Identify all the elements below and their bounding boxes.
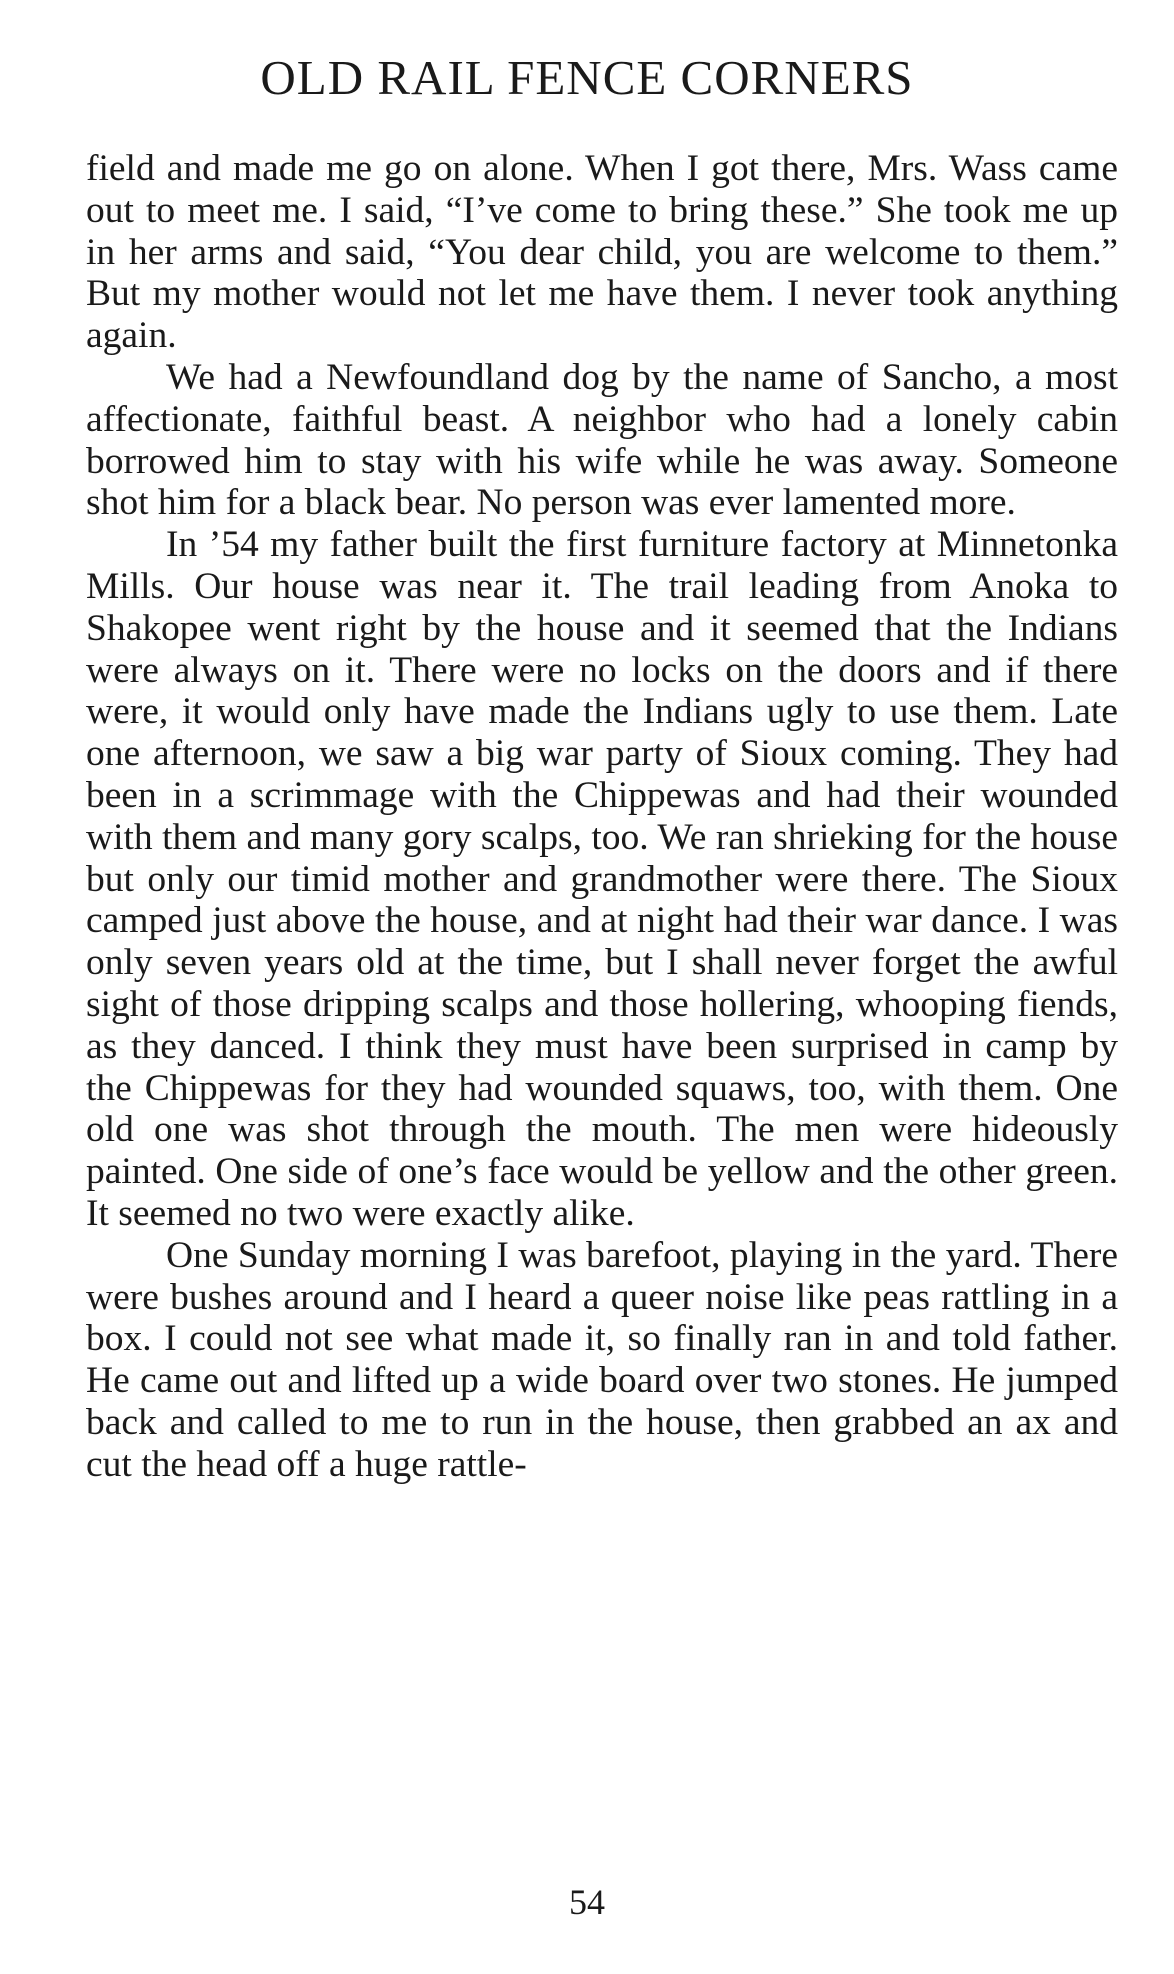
paragraph-sioux-war-party: In ’54 my father built the first furniture factory at Minnetonka Mills. Our house was near it. The trail leading from Anoka to Shakopee went right by the house and it seemed that the Indians were always on it. There were no locks on the doors and if there were, it would only have made the Indians ugly to use them. Late one afternoon, we saw a big war party of Sioux coming. They had been in a scrimmage with the Chippewas and had their wounded with them and many gory scalps, too. We ran shrieking for the house but only our timid mother and grandmother were there. The Sioux camped just above the house, and at night had their war dance. I was only seven years old at the time, but I shall never forget the awful sight of those dripping scalps and those hollering, whooping fiends, as they danced. I think they must have been surprised in camp by the Chippewas for they had wounded squaws, too, with them. One old one was shot through the mouth. The men were hideously painted. One side of one’s face would be yellow and the other green. It seemed no two were exactly alike. [86, 524, 1118, 1234]
running-head: OLD RAIL FENCE CORNERS [260, 50, 914, 105]
paragraph-continuation: field and made me go on alone. When I got there, Mrs. Wass came out to meet me. I said, “I’ve come to bring these.” She took me up in her arms and said, “You dear child, you are welcome to them.” But my mother would not let me have them. I never took anything again. [86, 148, 1118, 357]
paragraph-rattlesnake: One Sunday morning I was barefoot, playing in the yard. There were bushes around and I heard a queer noise like peas rattling in a box. I could not see what made it, so finally ran in and told father. He came out and lifted up a wide board over two stones. He jumped back and called to me to run in the house, then grabbed an ax and cut the head off a huge rattle- [86, 1234, 1118, 1485]
body-text [86, 148, 1118, 1486]
paragraph-newfoundland-dog: We had a Newfoundland dog by the name of Sancho, a most affectionate, faithful beast. A neighbor who had a lonely cabin borrowed him to stay with his wife while he was away. Someone shot him for a black bear. No person was ever lamented more. [86, 356, 1118, 524]
page-number: 54 [569, 1882, 605, 1922]
